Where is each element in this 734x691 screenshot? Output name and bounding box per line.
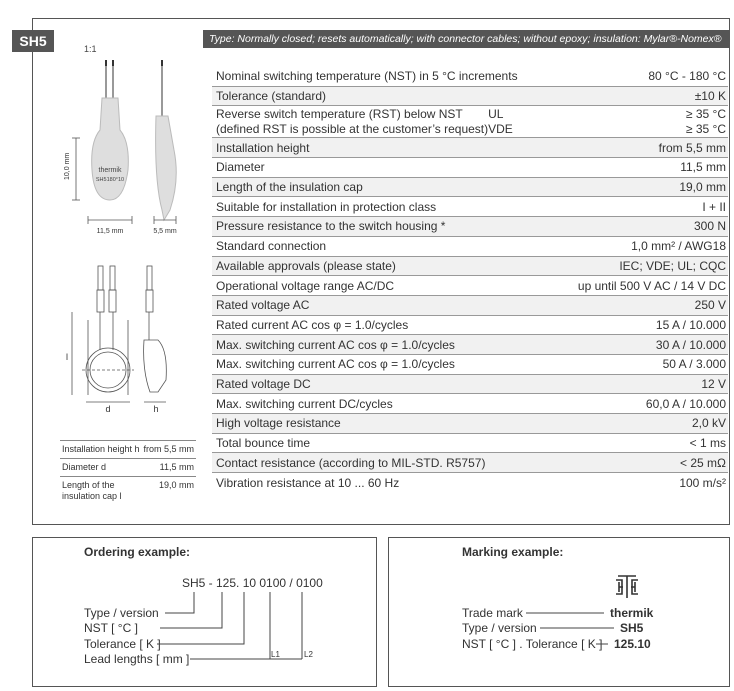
table-row: Diameter 11,5 mm — [212, 158, 728, 178]
marking-label-nst: NST [ °C ] . Tolerance [ K ] — [462, 637, 603, 651]
width-dim: 11,5 mm — [96, 228, 124, 235]
lead-l1: L1 — [271, 650, 280, 659]
table-row: Pressure resistance to the switch housing * 300 N — [212, 217, 728, 237]
label-l: l — [66, 352, 68, 362]
model-badge: SH5 — [12, 30, 54, 52]
table-row: Installation height from 5,5 mm — [212, 138, 728, 158]
table-row: Tolerance (standard) ±10 K — [212, 87, 728, 107]
lead-l2: L2 — [304, 650, 313, 659]
marking-value-type: SH5 — [620, 621, 644, 635]
marking-title: Marking example: — [462, 545, 564, 559]
table-row: Max. switching current AC cos φ = 1.0/cycles 50 A / 3.000 — [212, 355, 728, 375]
brand-stamp: thermik — [98, 167, 122, 174]
table-row: Reverse switch temperature (RST) below NST (defined RST is possible at the customer’s request) UL VDE ≥ 35 °C ≥ 35 °C — [212, 106, 728, 138]
marking-label-type: Type / version — [462, 621, 537, 635]
table-row: Rated voltage DC 12 V — [212, 375, 728, 395]
ordering-label-type: Type / version — [84, 606, 159, 620]
table-row: Max. switching current DC/cycles 60,0 A / 10.000 — [212, 394, 728, 414]
table-row: Operational voltage range AC/DC up until 500 V AC / 14 V DC — [212, 276, 728, 296]
marking-value-trademark: thermik — [610, 606, 654, 620]
table-row: Nominal switching temperature (NST) in 5 °C increments 80 °C - 180 °C — [212, 67, 728, 87]
ordering-label-leads: Lead lengths [ mm ] — [84, 652, 190, 666]
table-row: Vibration resistance at 10 ... 60 Hz 100 m/s² — [216, 475, 726, 490]
table-row: High voltage resistance 2,0 kV — [212, 414, 728, 434]
label-d: d — [105, 404, 111, 414]
table-row: Contact resistance (according to MIL-STD. R5757) < 25 mΩ — [212, 453, 728, 473]
table-row: Rated voltage AC 250 V — [212, 296, 728, 316]
label-h: h — [153, 404, 159, 414]
table-row: Length of the insulation cap l 19,0 mm — [60, 476, 196, 506]
table-row: Installation height h from 5,5 mm — [60, 440, 196, 458]
table-row: Length of the insulation cap 19,0 mm — [212, 178, 728, 198]
marking-label-trademark: Trade mark — [462, 606, 523, 620]
ordering-label-tolerance: Tolerance [ K ] — [84, 637, 161, 651]
type-description-bar: Type: Normally closed; resets automatically; with connector cables; without epoxy; insulation: Mylar®-Nomex® — [203, 30, 730, 48]
scale-label: 1:1 — [84, 44, 97, 54]
table-row: Total bounce time < 1 ms — [212, 434, 728, 454]
table-row: Diameter d 11,5 mm — [60, 458, 196, 476]
table-row: Standard connection 1,0 mm² / AWG18 — [212, 237, 728, 257]
ordering-code: SH5 - 125. 10 0100 / 0100 — [182, 576, 323, 590]
table-row: Rated current AC cos φ = 1.0/cycles 15 A / 10.000 — [212, 316, 728, 336]
height-dim: 10,0 mm — [64, 152, 71, 180]
table-row: Suitable for installation in protection class I + II — [212, 197, 728, 217]
marking-value-nst: 125.10 — [614, 637, 651, 651]
model-stamp: SH5180°10 — [95, 177, 125, 183]
side-dim: 5,5 mm — [153, 228, 177, 235]
ordering-title: Ordering example: — [84, 545, 191, 559]
table-row: Available approvals (please state) IEC; VDE; UL; CQC — [212, 257, 728, 277]
ordering-label-nst: NST [ °C ] — [84, 621, 138, 635]
table-row: Max. switching current AC cos φ = 1.0/cycles 30 A / 10.000 — [212, 335, 728, 355]
